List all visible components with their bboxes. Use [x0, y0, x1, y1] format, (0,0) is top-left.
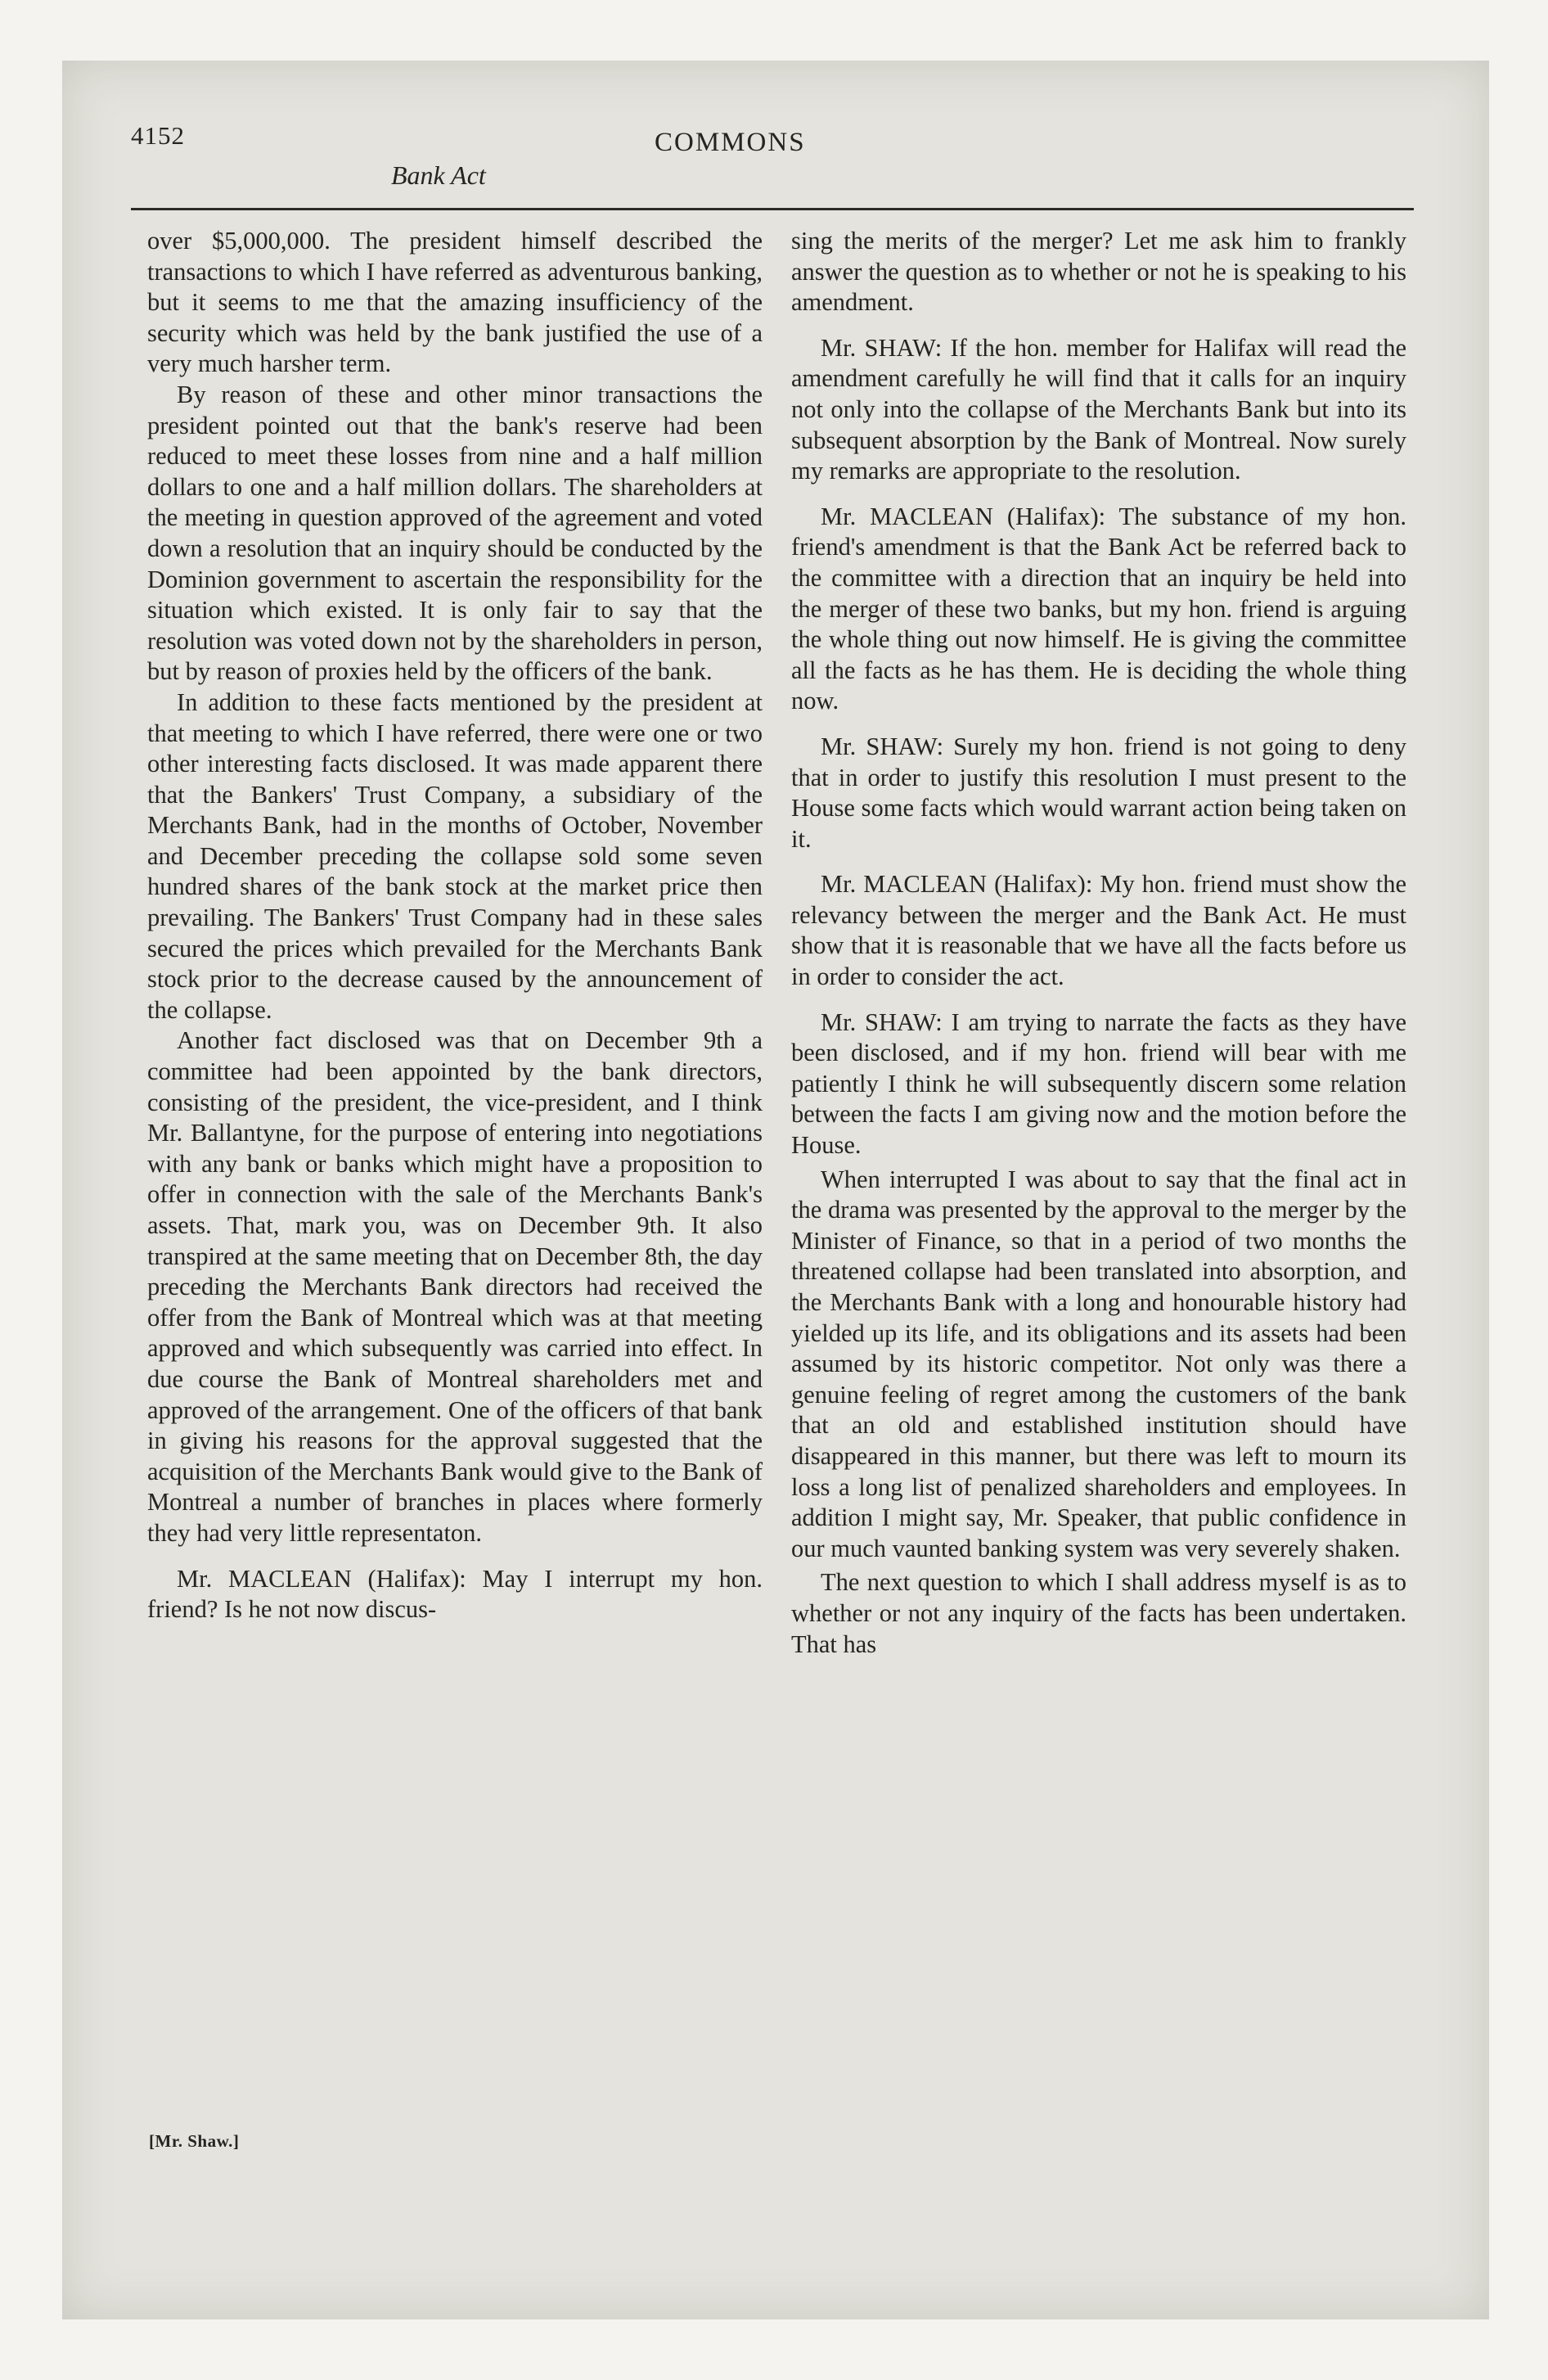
paragraph: Mr. MACLEAN (Halifax): My hon. friend must show the relevancy between the merger and the Bank Act. He must show that it is reasonable that we have all the facts before us in order to consider the act.	[791, 870, 1406, 991]
paragraph: By reason of these and other minor transactions the president pointed out that the bank's reserve had been reduced to meet these losses from nine and a half million dollars to one and a half million dollars. The shareholders at the meeting in question approved of the agreement and voted down a resolution that an inquiry should be conducted by the Dominion government to ascertain the responsibility for the situation which existed. It is only fair to say that the resolution was voted down not by the shareholders in person, but by reason of proxies held by the officers of the bank.	[147, 380, 763, 686]
page-number: 4152	[131, 121, 185, 150]
paragraph: The next question to which I shall address myself is as to whether or not any inquiry of the facts has been undertaken. That has	[791, 1568, 1406, 1658]
paragraph: Mr. SHAW: If the hon. member for Halifax will read the amendment carefully he will find that it calls for an inquiry not only into the collapse of the Merchants Bank but into its subsequent absorption by the Bank of Montreal. Now surely my remarks are appropriate to the resolution.	[791, 333, 1406, 485]
right-column	[791, 226, 1406, 1660]
paragraph: Mr. SHAW: I am trying to narrate the facts as they have been disclosed, and if my hon. friend will bear with me patiently I think he will subsequently discern some relation between the facts I am giving now and the motion before the House.	[791, 1007, 1406, 1160]
paragraph: Another fact disclosed was that on December 9th a committee had been appointed by the bank directors, consisting of the president, the vice-president, and I think Mr. Ballantyne, for the purpose of entering into negotiations with any bank or banks which might have a proposition to offer in connection with the sale of the Merchants Bank's assets. That, mark you, was on December 9th. It also transpired at the same meeting that on December 8th, the day preceding the Merchants Bank directors had received the offer from the Bank of Montreal which was at that meeting approved and which subsequently was carried into effect. In due course the Bank of Montreal shareholders met and approved of the arrangement. One of the officers of that bank in giving his reasons for the approval suggested that the acquisition of the Merchants Bank would give to the Bank of Montreal a number of branches in places where formerly they had very little representaton.	[147, 1026, 763, 1547]
subject-heading: Bank Act	[391, 160, 486, 190]
paragraph: over $5,000,000. The president himself described the transactions to which I have referred as adventurous banking, but it seems to me that the amazing insufficiency of the security which was held by the bank justified the use of a very much harsher term.	[147, 227, 763, 378]
paragraph: Mr. SHAW: Surely my hon. friend is not going to deny that in order to justify this resolution I must present to the House some facts which would warrant action being taken on it.	[791, 732, 1406, 853]
house-heading: COMMONS	[655, 128, 806, 157]
paragraph: When interrupted I was about to say that the final act in the drama was presented by the approval to the merger by the Minister of Finance, so that in a period of two months the threatened collapse had been translated into absorption, and the Merchants Bank with a long and honourable history had yielded up its life, and its obligations and its assets had been assumed by its historic competitor. Not only was there a genuine feeling of regret among the customers of the bank that an old and established institution should have disappeared in this manner, but there was left to mourn its loss a long list of penalized shareholders and employees. In addition I might say, Mr. Speaker, that public confidence in our much vaunted banking system was very severely shaken.	[791, 1165, 1406, 1562]
speaker-tag: [Mr. Shaw.]	[149, 2131, 240, 2151]
paragraph: Mr. MACLEAN (Halifax): The substance of my hon. friend's amendment is that the Bank Act be referred back to the committee with a direction that an inquiry be held into the merger of these two banks, but my hon. friend is arguing the whole thing out now himself. He is giving the committee all the facts as he has them. He is deciding the whole thing now.	[791, 502, 1406, 715]
left-column	[147, 226, 763, 1625]
paragraph: In addition to these facts mentioned by the president at that meeting to which I have referred, there were one or two other interesting facts disclosed. It was made apparent there that the Bankers' Trust Company, a subsidiary of the Merchants Bank, had in the months of October, November and December preceding the collapse sold some seven hundred shares of the bank stock at the market price then prevailing. The Bankers' Trust Company had in these sales secured the prices which prevailed for the Merchants Bank stock prior to the decrease caused by the announcement of the collapse.	[147, 687, 763, 1024]
header-rule	[131, 208, 1414, 210]
paragraph: Mr. MACLEAN (Halifax): May I interrupt my hon. friend? Is he not now discus-	[147, 1564, 763, 1624]
paragraph: sing the merits of the merger? Let me ask him to frankly answer the question as to whether or not he is speaking to his amendment.	[791, 227, 1406, 317]
